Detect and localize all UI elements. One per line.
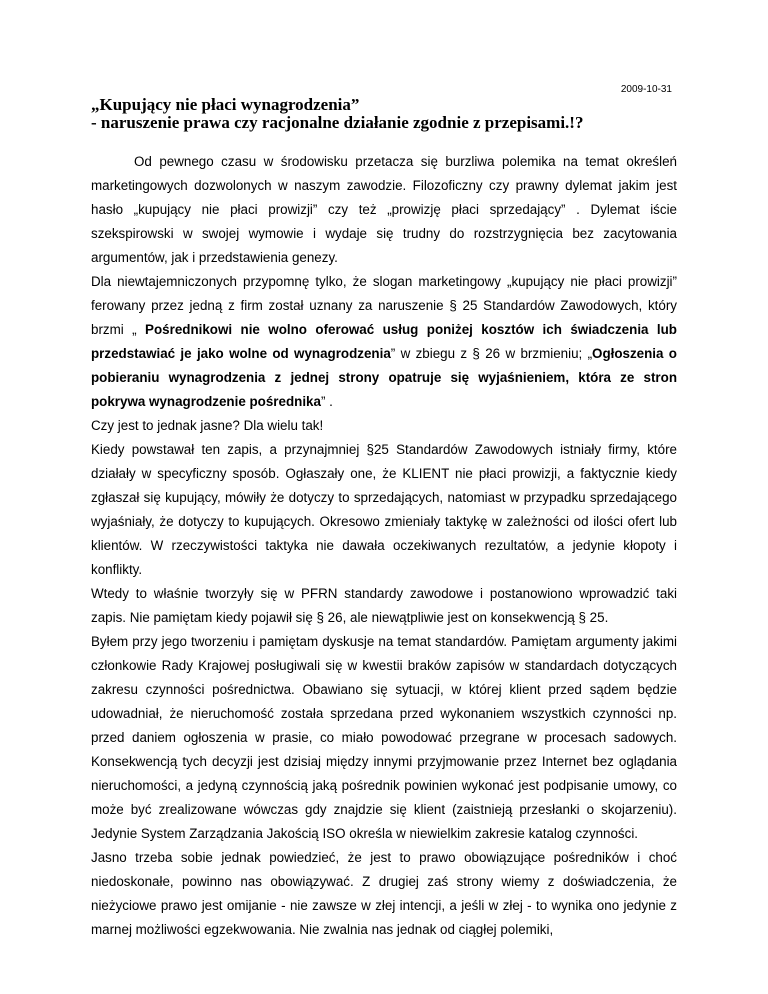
paragraph-5: Wtedy to właśnie tworzyły się w PFRN standardy zawodowe i postanowiono wprowadzić taki zapis. Nie pamiętam kiedy pojawił się § 26, ale niewątpliwie jest on konsekwencją § 25. [91,586,677,625]
paragraph-2 [91,270,677,414]
paragraph-7: Jasno trzeba sobie jednak powiedzieć, że jest to prawo obowiązujące pośredników i choć niedoskonałe, powinno nas obowiązywać. Z drugiej zaś strony wiemy z doświadczenia, że nieżyciowe prawo jest omijanie - nie zawsze w złej intencji, a jeśli w złej - to wynika ono jedynie z marnej możliwości egzekwowania. Nie zwalnia nas jednak od ciągłej polemiki, [91,850,677,937]
paragraph-2-quote-26: Ogłoszenia o pobieraniu wynagrodzenia z jednej strony opatruje się wyjaśnieniem, która ze stron pokrywa wynagrodzenie pośrednika [91,346,677,409]
document-title [91,96,691,132]
paragraph-4: Kiedy powstawał ten zapis, a przynajmniej §25 Standardów Zawodowych istniały firmy, które działały w specyficzny sposób. Ogłaszały one, że KLIENT nie płaci prowizji, a faktycznie kiedy zgłaszał się kupujący, mówiły że dotyczy to sprzedających, natomiast w przypadku sprzedającego wyjaśniały, że dotyczy to kupujących. Okresowo zmieniały taktykę w zależności od ilości ofert lub klientów. W rzeczywistości taktyka nie dawała oczekiwanych rezultatów, a jedynie kłopoty i konflikty. [91,442,677,577]
paragraph-2-quote-25: Pośrednikowi nie wolno oferować usług poniżej kosztów ich świadczenia lub przedstawiać je jako wolne od wynagrodzenia [91,322,677,361]
paragraph-6: Byłem przy jego tworzeniu i pamiętam dyskusje na temat standardów. Pamiętam argumenty jakimi członkowie Rady Krajowej posługiwali się w kwestii braków zapisów w standardach dotyczących zakresu czynności pośrednictwa. Obawiano się sytuacji, w której klient przed sądem będzie udowadniał, że nieruchomość została sprzedana przed wykonaniem wszystkich czynności np. przed daniem ogłoszenia w prasie, co miało powodować przegrane w procesach sadowych. Konsekwencją tych decyzji jest dzisiaj między innymi przyjmowanie przez Internet bez oglądania nieruchomości, a jedyną czynnością jaką pośrednik powinien wykonać jest podpisanie umowy, co może być zrealizowane wówczas gdy znajdzie się klient (zaistnieją przesłanki o skojarzeniu). Jedynie System Zarządzania Jakością ISO określa w niewielkim zakresie katalog czynności. [91,634,677,841]
title-line-1: „Kupujący nie płaci wynagrodzenia” [91,95,360,114]
document-body [91,150,677,942]
paragraph-2-text-c: ” w zbiegu z § 26 w brzmieniu; „ [390,346,593,361]
paragraph-3: Czy jest to jednak jasne? Dla wielu tak! [91,418,324,433]
paragraph-2-text-e: ” . [320,394,333,409]
title-line-2: - naruszenie prawa czy racjonalne działanie zgodnie z przepisami.!? [91,113,584,132]
document-date: 2009-10-31 [620,84,672,95]
paragraph-1: Od pewnego czasu w środowisku przetacza się burzliwa polemika na temat określeń marketingowych dozwolonych w naszym zawodzie. Filozoficzny czy prawny dylemat jakim jest hasło „kupujący nie płaci prowizji” czy też „prowizję płaci sprzedający” . Dylemat iście szekspirowski w swojej wymowie i wydaje się trudny do rozstrzygnięcia bez zacytowania argumentów, jak i przedstawienia genezy. [91,154,677,265]
paragraph-2-text-a: Dla niewtajemniczonych przypomnę tylko, że slogan marketingowy „kupujący nie płaci prowizji” ferowany przez jedną z firm został uznany za naruszenie § 25 Standardów Zawodowych, który brzmi „ [91,274,677,337]
